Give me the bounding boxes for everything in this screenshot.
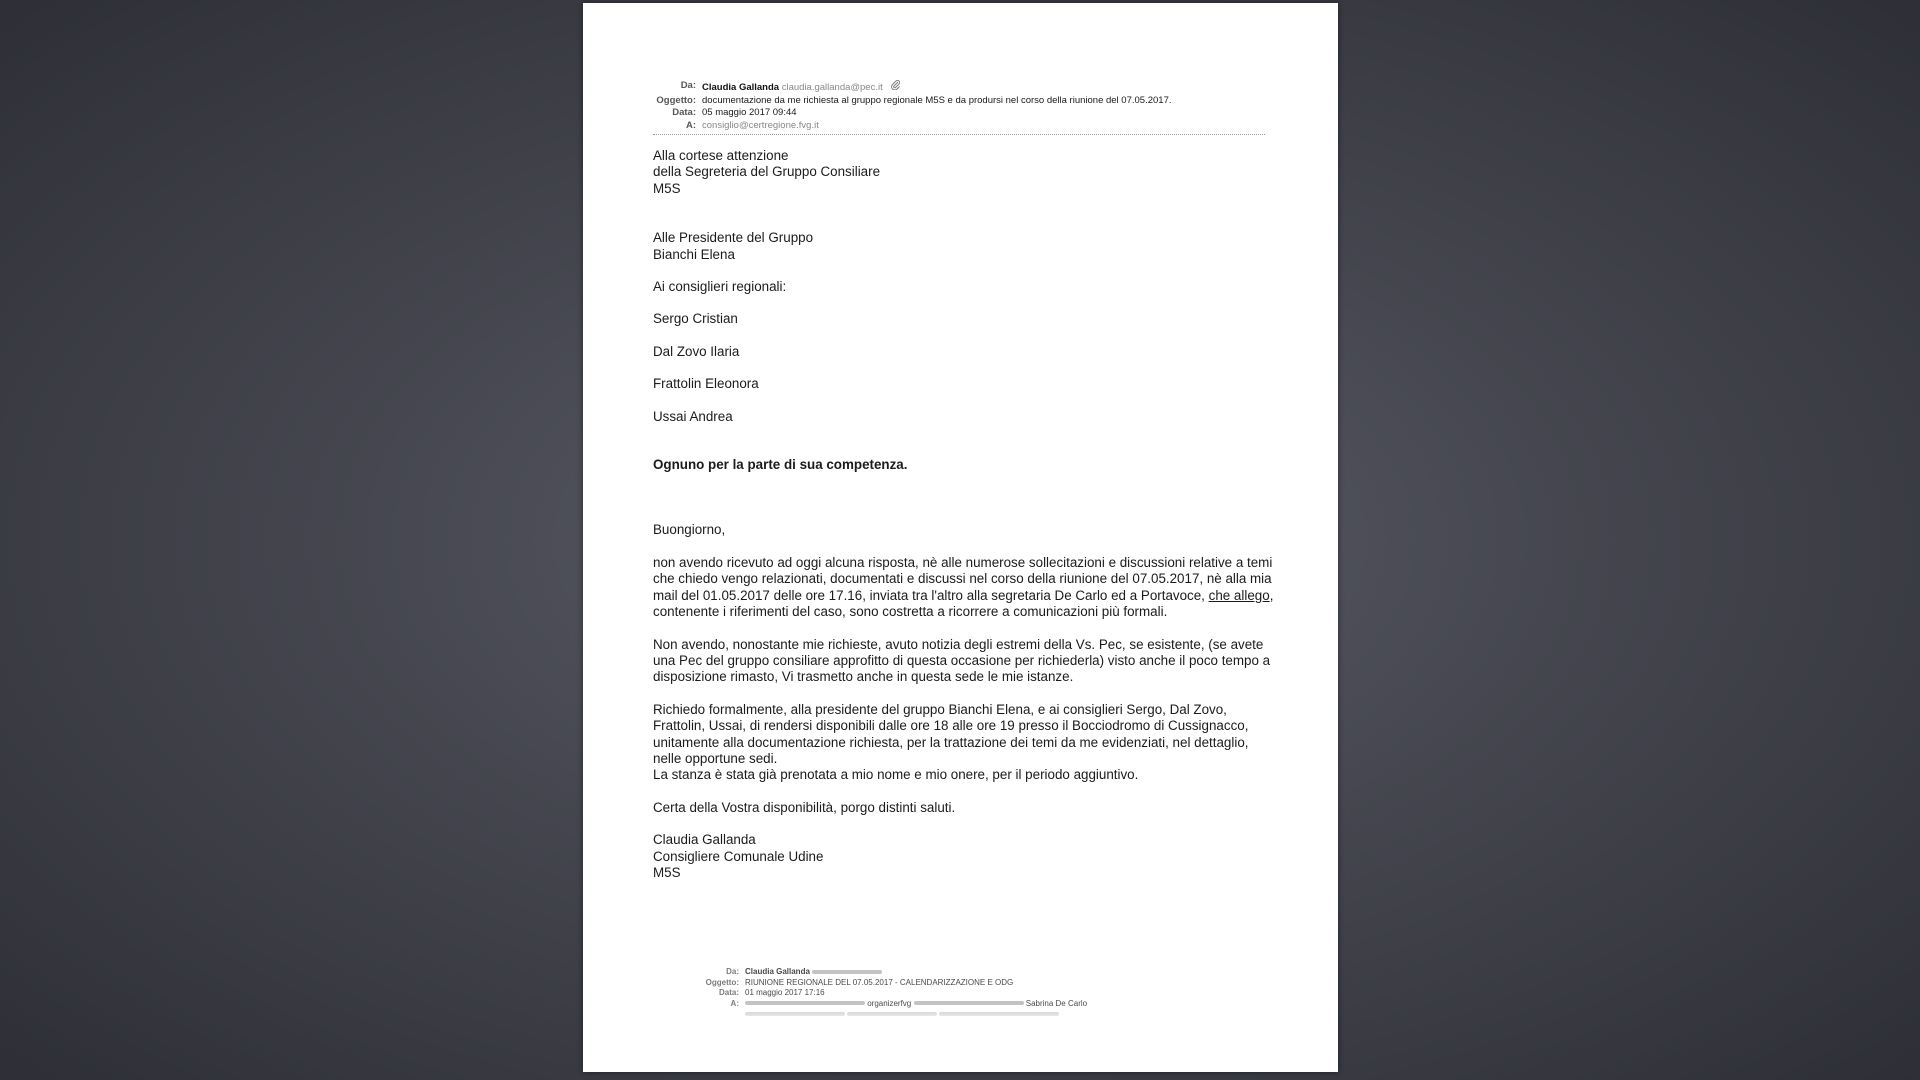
addressee-line-3: M5S: [653, 180, 681, 196]
to-label: A:: [685, 119, 696, 131]
greeting: Buongiorno,: [653, 522, 726, 538]
addressee-line-1: Alla cortese attenzione: [653, 148, 789, 163]
quoted-subject-row: Oggetto: RIUNIONE REGIONALE DEL 07.05.2017 - CALENDARIZZAZIONE E ODG: [705, 977, 1014, 987]
paperclip-icon: [891, 80, 901, 95]
signature-name: Claudia Gallanda: [653, 832, 756, 848]
quoted-subject: RIUNIONE REGIONALE DEL 07.05.2017 - CALENDARIZZAZIONE E ODG: [745, 977, 1014, 987]
addressee-line-2: della Segreteria del Gruppo Consiliare: [653, 164, 881, 180]
email-from-row: [653, 80, 1265, 95]
paragraph-4: La stanza è stata già prenotata a mio nome e mio onere, per il periodo aggiuntivo.: [653, 767, 1139, 783]
email-date: 05 maggio 2017 09:44: [702, 107, 797, 118]
quoted-from-name: Claudia Gallanda: [745, 967, 810, 976]
email-date-row: [653, 107, 1265, 120]
attachment-link[interactable]: che allego: [1208, 587, 1270, 603]
quoted-to-row: A: organizerfvg Sabrina De Carlo: [730, 998, 1088, 1008]
councillor-2: Dal Zovo Ilaria: [653, 343, 740, 359]
councillor-1: Sergo Cristian: [653, 311, 738, 327]
from-name: Claudia Gallanda: [702, 82, 780, 93]
date-label: Data:: [672, 107, 696, 118]
subject-label: Oggetto:: [656, 94, 696, 106]
quoted-to-1: organizerfvg: [867, 998, 912, 1008]
signature-role: Consigliere Comunale Udine: [653, 848, 824, 864]
quoted-to-2: Sabrina De Carlo: [1025, 998, 1088, 1008]
paragraph-2: Non avendo, nonostante mie richieste, avuto notizia degli estremi della Vs. Pec, se esistente, (se avete una Pec del gruppo consiliare approfitto di questa occasione per richiederla) visto anche il poco tempo a disposizione rimasto, Vi trasmetto anche in questa sede le mie istanze.: [653, 636, 1271, 685]
quoted-from-row: Da: Claudia Gallanda: [695, 967, 1125, 978]
paragraph-3: Richiedo formalmente, alla presidente del gruppo Bianchi Elena, e ai consiglieri Sergo, Dal Zovo, Frattolin, Ussai, di rendersi disponibili dalle ore 18 alle ore 19 presso il Bocciodromo di Cussignacco, unitamente alla documentazione richiesta, per la trattazione dei temi da me evidenziati, nel dettaglio, nelle opportune sedi.: [653, 701, 1249, 766]
closing: Certa della Vostra disponibilità, porgo distinti saluti.: [653, 799, 956, 815]
page-cut-fade: [663, 1007, 1133, 1023]
email-subject-row: [653, 95, 1265, 108]
email-to-row: [653, 120, 1265, 133]
document-page: [583, 3, 1338, 1072]
paragraph-1: non avendo ricevuto ad oggi alcuna risposta, nè alle numerose sollecitazioni e discussioni relative a temi che chiedo vengo relazionati, documentati e discussi nel corso della riunione del 07.05.2017, nè alla mia mail del 01.05.2017 delle ore 17.16, inviata tra l'altro alla segretaria De Carlo ed a Portavoce, che allego, contenente i riferimenti del caso, sono costretta a ricorrere a comunicazioni più formali.: [653, 554, 1274, 620]
blurred-email: [812, 970, 882, 974]
from-email: claudia.gallanda@pec.it: [781, 82, 883, 93]
president-line-1: Alle Presidente del Gruppo: [653, 230, 814, 246]
councillor-3: Frattolin Eleonora: [653, 376, 759, 392]
competence-note: Ognuno per la parte di sua competenza.: [653, 457, 908, 473]
email-to: consiglio@certregione.fvg.it: [702, 119, 819, 131]
email-body: [653, 148, 1278, 881]
councillor-4: Ussai Andrea: [653, 408, 733, 424]
quoted-date-row: Data: 01 maggio 2017 17:16: [718, 988, 825, 997]
blurred-recipients: [745, 1001, 865, 1005]
header-divider: [653, 134, 1265, 135]
councillors-intro: Ai consiglieri regionali:: [653, 279, 787, 295]
email-subject: documentazione da me richiesta al gruppo regionale M5S e da prodursi nel corso della riunione del 07.05.2017.: [702, 94, 1172, 106]
from-label: Da:: [680, 80, 696, 91]
president-line-2: Bianchi Elena: [653, 246, 735, 262]
signature-party: M5S: [653, 864, 681, 880]
quoted-date: 01 maggio 2017 17:16: [745, 988, 825, 997]
email-header: [653, 80, 1265, 132]
